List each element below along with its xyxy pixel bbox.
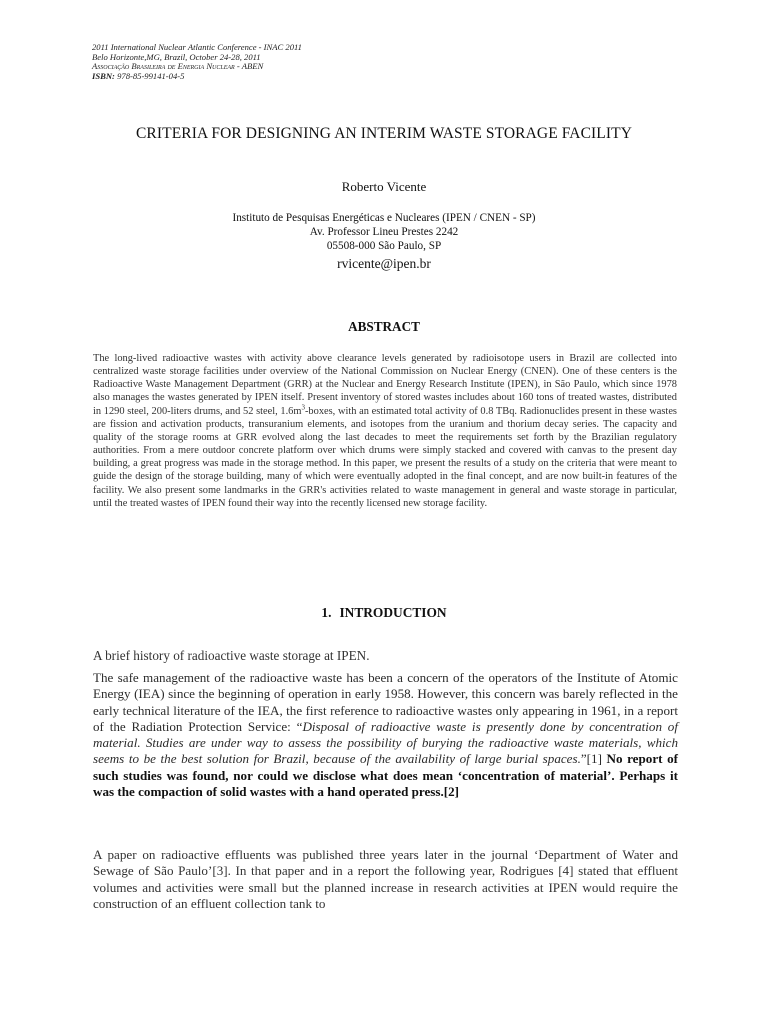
- isbn-label: ISBN:: [92, 70, 115, 81]
- affiliation-city: 05508-000 São Paulo, SP: [326, 240, 442, 252]
- affiliation-address: Av. Professor Lineu Prestes 2242: [309, 226, 459, 238]
- para1-text: The safe management of the radioactive waste has been a concern of the operators of the Institute of Atomic Energy (IEA) since the beginning of operation in early 1958. However, this concern was barely reflected in the early technical literature of the IEA, the first reference to radioactive wastes only appearing in 1961, in a report of the Radiation Protection Service: “: [93, 670, 678, 734]
- para1-quote: Disposal of radioactive waste is presently done by concentration of material. Studies are under way to assess the possibility of burying the radioactive waste materials, which seems to be the best solution for Brazil, because of the availability of large burial spaces.: [93, 718, 678, 767]
- introduction-paragraph-1: [93, 670, 678, 800]
- para1-reference: ”[1]: [580, 751, 607, 767]
- section-number: 1.: [321, 605, 332, 620]
- introduction-paragraph-2: A paper on radioactive effluents was published three years later in the journal ‘Department of Water and Sewage of São Paulo’[3]. In that paper and in a report the following year, Rodrigues [4] stated that effluent volumes and activities were small but the planned increase in research activities at IPEN would require the construction of an effluent collection tank to: [93, 847, 678, 911]
- paper-title: CRITERIA FOR DESIGNING AN INTERIM WASTE STORAGE FACILITY: [135, 125, 632, 142]
- section-title: INTRODUCTION: [339, 605, 447, 620]
- introduction-lead: A brief history of radioactive waste storage at IPEN.: [93, 648, 370, 663]
- introduction-heading: [0, 605, 768, 621]
- isbn-line: [92, 72, 302, 82]
- conference-header: [92, 43, 302, 81]
- author-name: Roberto Vicente: [341, 179, 427, 194]
- abstract-text-part2: -boxes, with an estimated total activity of 0.8 TBq. Radionuclides present in these wastes are fission and activation products, transuranium elements, and isotopes from the uranium and thorium decay series. The capacity and quality of the storage rooms at GRR evolved along the last decades to meet the requirements set forth by the Brazilian regulatory authorities. From a mere outdoor concrete platform over which drums were simply stacked and covered with canvas to the present day building, a great progress was made in the storage method. In this paper, we present the results of a study on the criteria that were meant to guide the design of the storage building, many of which were eventually adopted in the final concept, and are now built-in features of the facility. We also present some landmarks in the GRR's activities related to waste management in general and waste storage in particular, until the treated wastes of IPEN found their way into the recently licensed new storage facility.: [93, 405, 677, 509]
- abstract-text-part1: The long-lived radioactive wastes with activity above clearance levels generated by radioisotope users in Brazil are collected into centralized waste storage facilities under overview of the National Commission on Nuclear Energy (CNEN). One of these centers is the Radioactive Waste Management Department (GRR) at the Nuclear and Energy Research Institute (IPEN), in São Paulo, which since 1978 also manages the wastes generated by IPEN itself. Present inventory of stored wastes includes about 160 tons of treated wastes, distributed in 1290 steel, 200-liters drums, and 52 steel, 1.6m: [93, 353, 677, 417]
- isbn-value: 978-85-99141-04-5: [117, 70, 185, 81]
- author-affiliation: [0, 211, 768, 253]
- para1-bold-text: No report of such studies was found, nor could we disclose what does mean ‘concentration of material’. Perhaps it was the compaction of solid wastes with a hand operated press.[2]: [93, 751, 678, 800]
- abstract-body: [93, 352, 677, 510]
- abstract-superscript: 3: [301, 403, 305, 412]
- abstract-heading: ABSTRACT: [348, 319, 420, 334]
- conference-location-date: Belo Horizonte,MG, Brazil, October 24-28, 2011: [92, 51, 261, 62]
- author-email: rvicente@ipen.br: [337, 256, 431, 271]
- conference-name: 2011 International Nuclear Atlantic Conference - INAC 2011: [92, 42, 302, 52]
- conference-organizer: Associação Brasileira de Energia Nuclear - ABEN: [92, 61, 264, 72]
- affiliation-institute: Instituto de Pesquisas Energéticas e Nucleares (IPEN / CNEN - SP): [232, 212, 536, 224]
